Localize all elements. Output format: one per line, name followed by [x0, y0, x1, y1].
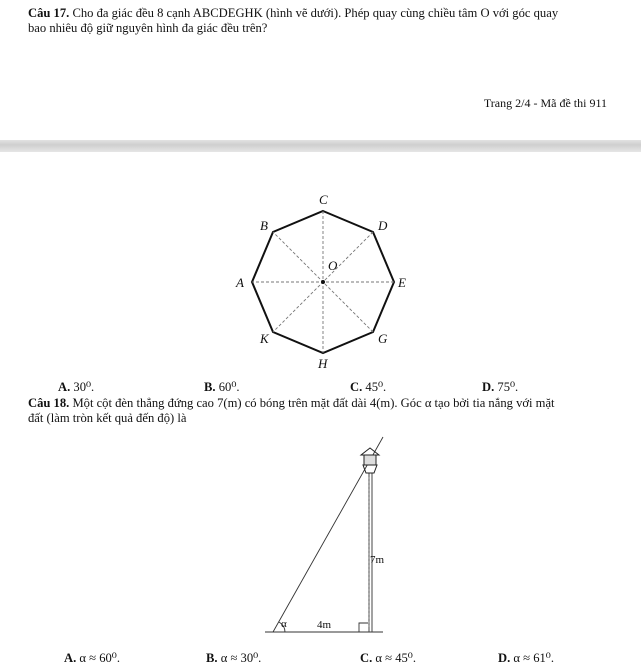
octagon-figure: [220, 190, 420, 370]
vertex-label-d: D: [378, 218, 388, 233]
question-17-text-line2: bao nhiêu độ giữ nguyên hình đa giác đều trên?: [28, 21, 268, 35]
q17-answer-a-key: A.: [58, 380, 71, 394]
q18-answer-d-key: D.: [498, 651, 511, 665]
height-label: 7m: [370, 554, 385, 566]
q17-answer-c-key: C.: [350, 380, 363, 394]
q17-answer-b-text: 60⁰.: [218, 380, 240, 394]
q17-answer-d-text: 75⁰.: [497, 380, 519, 394]
vertex-label-a: A: [236, 275, 244, 290]
question-18-text-line1: Một cột đèn thẳng đứng cao 7(m) có bóng trên mặt đất dài 4(m). Góc α tạo bởi tia nắng với mặt: [72, 396, 555, 410]
shadow-label: 4m: [317, 619, 332, 631]
page-separator: [0, 140, 641, 152]
vertex-label-h: H: [318, 356, 328, 370]
q18-answer-a-key: A.: [64, 651, 77, 665]
q17-answer-b-key: B.: [204, 380, 216, 394]
q17-answer-d-key: D.: [482, 380, 495, 394]
lamp-head: [361, 448, 379, 473]
lamp-post-figure: [255, 427, 405, 642]
question-17: [28, 6, 618, 36]
exam-page-bottom: [0, 152, 641, 664]
question-18-text-line2: đất (làm tròn kết quả đến độ) là: [28, 411, 187, 425]
vertex-label-k: K: [260, 331, 269, 346]
angle-label: α: [281, 618, 287, 630]
vertex-label-e: E: [398, 275, 406, 290]
vertex-label-b: B: [260, 218, 268, 233]
q18-answer-d-text: α ≈ 61⁰.: [513, 651, 555, 665]
center-point: [321, 280, 325, 284]
q17-answer-b: [204, 379, 240, 395]
q17-answer-c-text: 45⁰.: [365, 380, 387, 394]
center-label-o: O: [328, 258, 338, 273]
q17-answer-d: [482, 379, 518, 395]
vertex-label-c: C: [319, 192, 328, 207]
right-angle-mark: [359, 623, 368, 632]
q17-answer-c: [350, 379, 386, 395]
q17-answer-a-text: 30⁰.: [73, 380, 95, 394]
exam-page-top: [0, 0, 641, 140]
question-17-label: Câu 17.: [28, 6, 70, 20]
q17-answer-a: [58, 379, 94, 395]
question-18-label: Câu 18.: [28, 396, 70, 410]
question-17-text-line1: Cho đa giác đều 8 cạnh ABCDEGHK (hình vẽ dưới). Phép quay cùng chiều tâm O với góc quay: [72, 6, 559, 20]
vertex-label-g: G: [378, 331, 388, 346]
page-footer: Trang 2/4 - Mã đề thi 911: [483, 96, 607, 110]
question-18: [28, 396, 618, 426]
q18-answer-c-text: α ≈ 45⁰.: [375, 651, 417, 665]
q18-answer-b-text: α ≈ 30⁰.: [220, 651, 262, 665]
q18-answer-c-key: C.: [360, 651, 373, 665]
q18-answer-b-key: B.: [206, 651, 218, 665]
sun-ray: [273, 437, 383, 632]
q18-answer-a-text: α ≈ 60⁰.: [79, 651, 121, 665]
